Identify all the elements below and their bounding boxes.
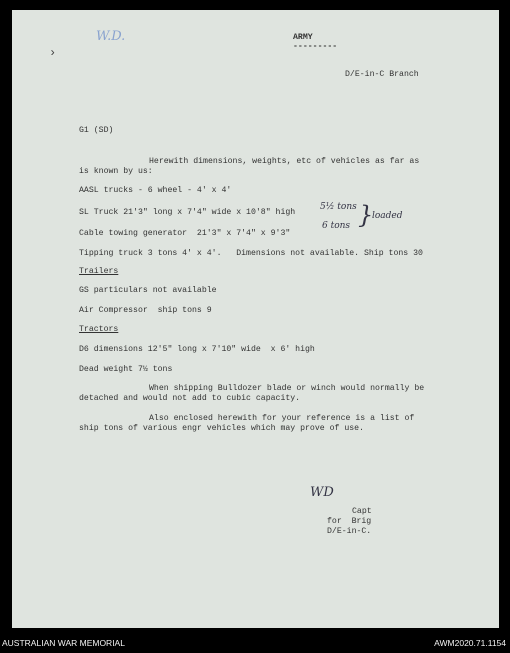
footer-bar bbox=[0, 633, 510, 653]
addressee: G1 (SD) bbox=[79, 126, 114, 135]
shipping-line-1: When shipping Bulldozer blade or winch would normally be bbox=[149, 384, 425, 393]
signature: WD bbox=[310, 485, 334, 500]
air-compressor-line: Air Compressor ship tons 9 bbox=[79, 306, 212, 315]
branch-line: D/E-in-C Branch bbox=[345, 70, 419, 79]
margin-mark: › bbox=[49, 46, 57, 60]
cable-line: Cable towing generator 21'3" x 7'4" x 9'3" bbox=[79, 229, 291, 238]
signature-for: for Brig bbox=[327, 517, 372, 526]
handwritten-note-right: loaded bbox=[372, 211, 403, 221]
footer-institution: AUSTRALIAN WAR MEMORIAL bbox=[2, 638, 125, 648]
intro-line-2: is known by us: bbox=[79, 167, 153, 176]
d6-line: D6 dimensions 12'5" long x 7'10" wide x 6' high bbox=[79, 345, 315, 354]
aasl-line: AASL trucks - 6 wheel - 4' x 4' bbox=[79, 186, 232, 195]
footer-reference: AWM2020.71.1154 bbox=[434, 638, 506, 648]
handwritten-initials: W.D. bbox=[96, 29, 126, 44]
document-page bbox=[12, 10, 499, 628]
handwritten-brace: } bbox=[358, 201, 374, 229]
handwritten-note-top: 5½ tons bbox=[320, 202, 357, 212]
enclosed-line-2: ship tons of various engr vehicles which may prove of use. bbox=[79, 424, 364, 433]
tipping-line: Tipping truck 3 tons 4' x 4'. Dimensions not available. Ship tons 30 bbox=[79, 249, 423, 258]
document-title: ARMY bbox=[293, 33, 313, 42]
signature-branch: D/E-in-C. bbox=[327, 527, 372, 536]
tractors-heading: Tractors bbox=[79, 325, 119, 334]
dead-weight-line: Dead weight 7½ tons bbox=[79, 365, 173, 374]
intro-line-1: Herewith dimensions, weights, etc of vehicles as far as bbox=[149, 157, 420, 166]
trailers-heading: Trailers bbox=[79, 267, 119, 276]
shipping-line-2: detached and would not add to cubic capacity. bbox=[79, 394, 301, 403]
gs-line: GS particulars not available bbox=[79, 286, 217, 295]
handwritten-note-bottom: 6 tons bbox=[322, 221, 351, 231]
signature-rank: Capt bbox=[352, 507, 372, 516]
sl-truck-line: SL Truck 21'3" long x 7'4" wide x 10'8" high bbox=[79, 208, 296, 217]
title-rule: --------- bbox=[293, 42, 338, 51]
enclosed-line-1: Also enclosed herewith for your reference is a list of bbox=[149, 414, 415, 423]
